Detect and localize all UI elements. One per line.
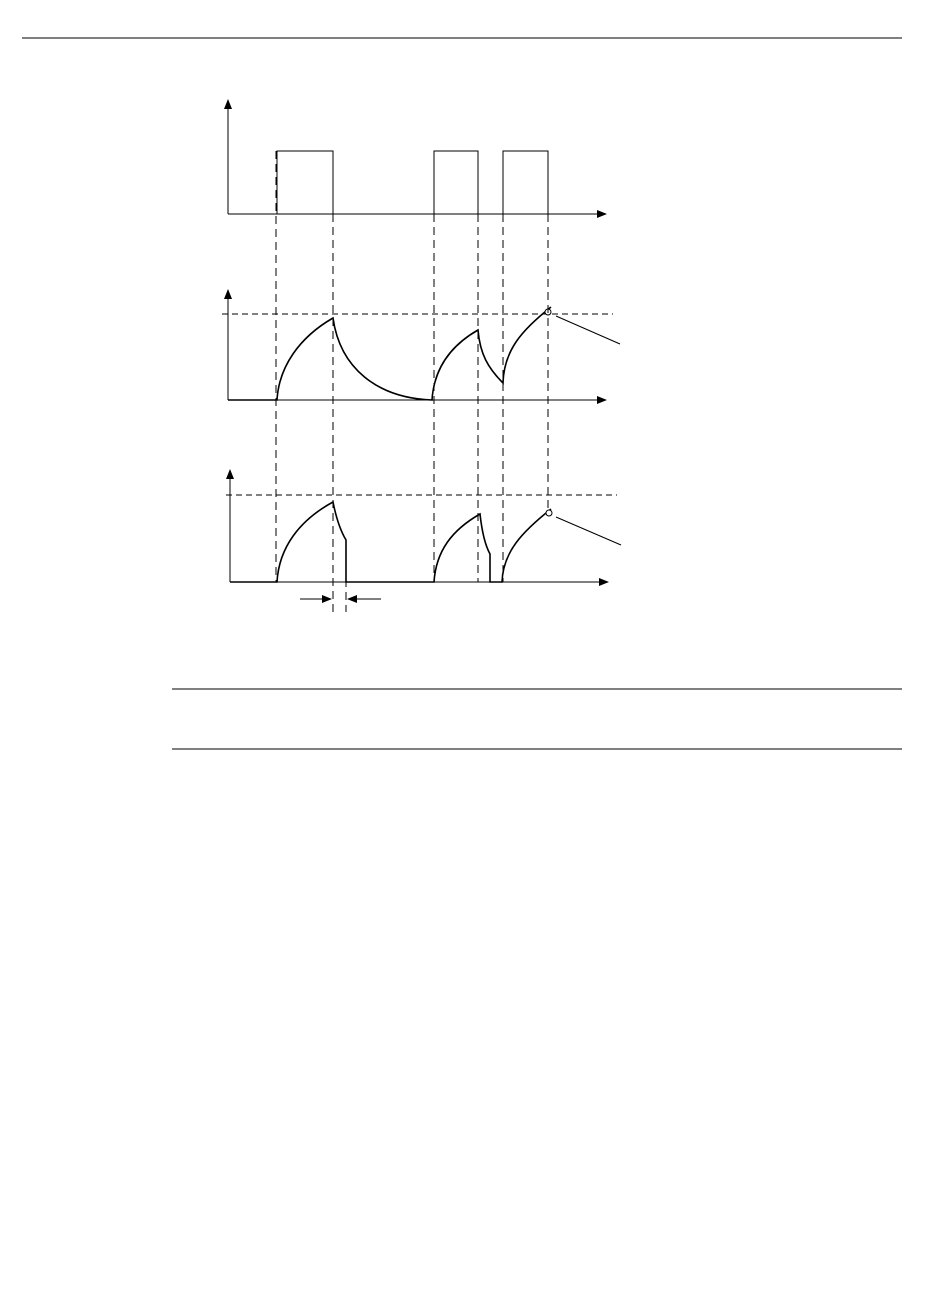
- pulse-waveform: [228, 151, 600, 214]
- reset-callout-leader: [556, 517, 621, 545]
- pulse-panel: [228, 100, 606, 214]
- reset-threshold-marker: [546, 510, 552, 516]
- timing-diagram: [222, 100, 621, 612]
- charge-reset-panel: [226, 470, 621, 599]
- charge-callout-leader: [556, 316, 620, 344]
- alignment-guides: [276, 151, 548, 612]
- charge-discharge-panel: [222, 290, 620, 400]
